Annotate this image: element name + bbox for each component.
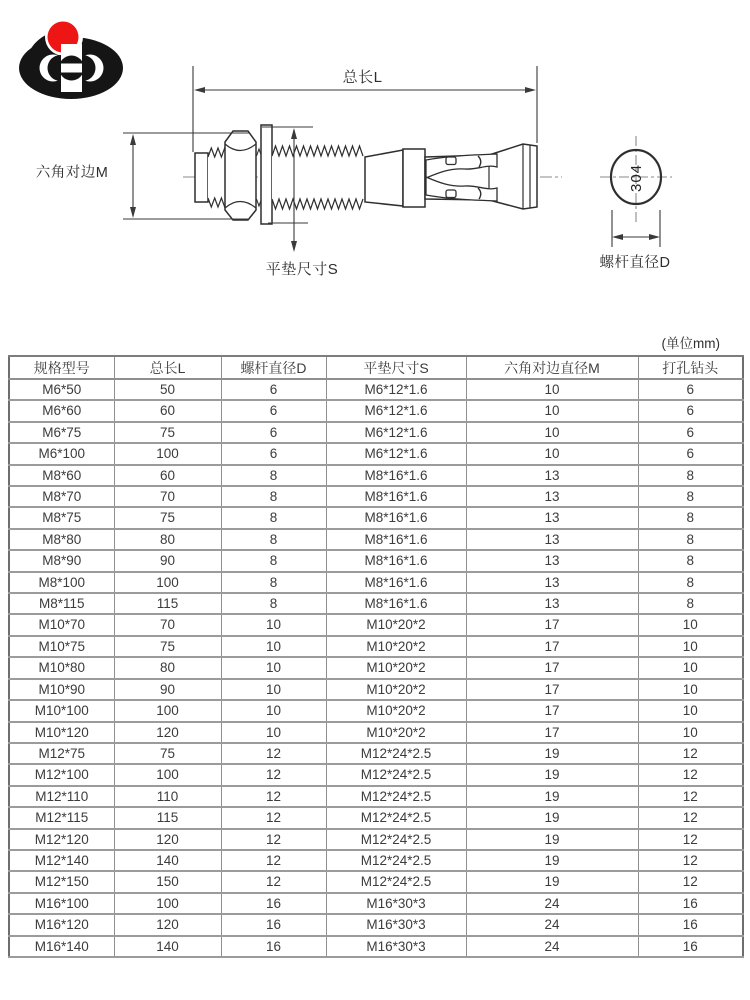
- table-cell: 16: [221, 914, 326, 935]
- table-cell: 8: [221, 550, 326, 571]
- table-cell: 75: [114, 507, 221, 528]
- table-header-row: [9, 356, 743, 379]
- table-cell: 19: [466, 764, 638, 785]
- table-cell: 24: [466, 914, 638, 935]
- table-cell: 115: [114, 807, 221, 828]
- table-cell: 8: [221, 529, 326, 550]
- table-cell: 100: [114, 700, 221, 721]
- table-cell: 17: [466, 657, 638, 678]
- table-cell: M6*12*1.6: [326, 379, 466, 400]
- table-cell: 16: [221, 893, 326, 914]
- table-cell: 13: [466, 529, 638, 550]
- header-cell: 六角对边直径M: [466, 356, 638, 379]
- table-row: [9, 893, 743, 914]
- table-cell: M6*12*1.6: [326, 400, 466, 421]
- table-row: [9, 529, 743, 550]
- table-cell: 10: [638, 614, 743, 635]
- table-cell: 70: [114, 614, 221, 635]
- table-row: [9, 593, 743, 614]
- table-cell: 10: [638, 700, 743, 721]
- table-cell: 12: [221, 829, 326, 850]
- table-cell: 100: [114, 572, 221, 593]
- table-cell: 6: [221, 443, 326, 464]
- table-cell: M6*100: [9, 443, 114, 464]
- table-row: [9, 379, 743, 400]
- table-cell: 75: [114, 743, 221, 764]
- table-cell: 8: [638, 550, 743, 571]
- table-cell: 8: [221, 507, 326, 528]
- table-row: [9, 636, 743, 657]
- table-cell: 19: [466, 743, 638, 764]
- table-cell: M12*75: [9, 743, 114, 764]
- table-cell: M8*80: [9, 529, 114, 550]
- table-cell: 8: [638, 507, 743, 528]
- table-cell: 150: [114, 871, 221, 892]
- table-cell: M10*20*2: [326, 636, 466, 657]
- table-cell: 16: [638, 936, 743, 957]
- table-row: [9, 507, 743, 528]
- table-cell: 19: [466, 829, 638, 850]
- table-cell: 50: [114, 379, 221, 400]
- spec-table: [8, 355, 744, 958]
- table-cell: 10: [466, 379, 638, 400]
- table-cell: 12: [638, 743, 743, 764]
- table-cell: M6*50: [9, 379, 114, 400]
- table-row: [9, 400, 743, 421]
- table-row: [9, 465, 743, 486]
- table-cell: 75: [114, 422, 221, 443]
- table-cell: M8*16*1.6: [326, 572, 466, 593]
- table-cell: M8*70: [9, 486, 114, 507]
- table-cell: M12*24*2.5: [326, 829, 466, 850]
- table-cell: M6*12*1.6: [326, 443, 466, 464]
- table-cell: 6: [638, 422, 743, 443]
- table-cell: 10: [466, 400, 638, 421]
- table-cell: M16*100: [9, 893, 114, 914]
- table-cell: M12*24*2.5: [326, 807, 466, 828]
- table-cell: M8*75: [9, 507, 114, 528]
- header-cell: 打孔钻头: [638, 356, 743, 379]
- table-cell: 12: [638, 786, 743, 807]
- table-cell: 17: [466, 700, 638, 721]
- table-cell: 80: [114, 529, 221, 550]
- table-cell: 12: [221, 850, 326, 871]
- table-cell: 10: [221, 722, 326, 743]
- table-row: [9, 764, 743, 785]
- table-cell: 6: [638, 379, 743, 400]
- table-cell: 12: [638, 829, 743, 850]
- table-cell: 100: [114, 443, 221, 464]
- table-cell: 10: [466, 443, 638, 464]
- table-cell: M12*110: [9, 786, 114, 807]
- table-cell: 24: [466, 893, 638, 914]
- table-cell: M12*100: [9, 764, 114, 785]
- table-cell: 90: [114, 679, 221, 700]
- spec-table-container: [8, 355, 742, 958]
- table-cell: M12*140: [9, 850, 114, 871]
- table-cell: 12: [221, 807, 326, 828]
- table-cell: 8: [221, 572, 326, 593]
- table-cell: M16*30*3: [326, 914, 466, 935]
- table-cell: 10: [221, 679, 326, 700]
- table-cell: M6*60: [9, 400, 114, 421]
- table-cell: 16: [638, 893, 743, 914]
- table-row: [9, 936, 743, 957]
- table-cell: M10*20*2: [326, 657, 466, 678]
- table-cell: 10: [466, 422, 638, 443]
- table-cell: M10*120: [9, 722, 114, 743]
- table-cell: 10: [221, 700, 326, 721]
- table-cell: 24: [466, 936, 638, 957]
- table-cell: 16: [221, 936, 326, 957]
- table-cell: M8*115: [9, 593, 114, 614]
- table-cell: 19: [466, 807, 638, 828]
- table-cell: 17: [466, 614, 638, 635]
- table-cell: 13: [466, 550, 638, 571]
- table-cell: 17: [466, 722, 638, 743]
- table-cell: 13: [466, 593, 638, 614]
- table-cell: 60: [114, 400, 221, 421]
- table-cell: 75: [114, 636, 221, 657]
- table-row: [9, 614, 743, 635]
- table-cell: 12: [221, 764, 326, 785]
- unit-note: (单位mm): [661, 336, 720, 351]
- table-row: [9, 486, 743, 507]
- washer-size-label: 平垫尺寸S: [265, 261, 339, 278]
- table-cell: M8*16*1.6: [326, 550, 466, 571]
- table-cell: 115: [114, 593, 221, 614]
- table-cell: 6: [221, 379, 326, 400]
- table-cell: M8*16*1.6: [326, 486, 466, 507]
- table-cell: M10*20*2: [326, 679, 466, 700]
- table-cell: 90: [114, 550, 221, 571]
- table-cell: 13: [466, 486, 638, 507]
- table-row: [9, 422, 743, 443]
- table-cell: 120: [114, 914, 221, 935]
- table-cell: M6*75: [9, 422, 114, 443]
- table-cell: 12: [221, 871, 326, 892]
- table-row: [9, 679, 743, 700]
- table-cell: M10*20*2: [326, 722, 466, 743]
- table-cell: 8: [221, 486, 326, 507]
- table-row: [9, 743, 743, 764]
- table-cell: M8*16*1.6: [326, 465, 466, 486]
- table-cell: 120: [114, 722, 221, 743]
- table-cell: 140: [114, 850, 221, 871]
- table-cell: 120: [114, 829, 221, 850]
- table-row: [9, 700, 743, 721]
- table-cell: M16*30*3: [326, 893, 466, 914]
- table-cell: 100: [114, 764, 221, 785]
- table-cell: 8: [638, 572, 743, 593]
- table-cell: 8: [221, 593, 326, 614]
- table-cell: M12*24*2.5: [326, 786, 466, 807]
- table-cell: M8*16*1.6: [326, 529, 466, 550]
- table-cell: M16*30*3: [326, 936, 466, 957]
- table-cell: M8*16*1.6: [326, 507, 466, 528]
- table-cell: 19: [466, 850, 638, 871]
- table-cell: M16*140: [9, 936, 114, 957]
- table-cell: M16*120: [9, 914, 114, 935]
- table-cell: M12*115: [9, 807, 114, 828]
- table-cell: 140: [114, 936, 221, 957]
- table-cell: M10*20*2: [326, 614, 466, 635]
- header-cell: 规格型号: [9, 356, 114, 379]
- header-cell: 螺杆直径D: [221, 356, 326, 379]
- table-row: [9, 550, 743, 571]
- table-cell: 12: [638, 807, 743, 828]
- table-cell: 12: [638, 850, 743, 871]
- table-cell: 110: [114, 786, 221, 807]
- table-cell: 10: [221, 636, 326, 657]
- table-cell: 13: [466, 465, 638, 486]
- table-cell: M12*24*2.5: [326, 871, 466, 892]
- table-row: [9, 443, 743, 464]
- table-cell: 12: [638, 871, 743, 892]
- table-row: [9, 657, 743, 678]
- table-cell: 8: [638, 465, 743, 486]
- table-cell: 8: [638, 593, 743, 614]
- table-cell: 8: [638, 529, 743, 550]
- table-cell: M10*100: [9, 700, 114, 721]
- hex-flats-label: 六角对边M: [35, 165, 109, 181]
- table-cell: 12: [221, 786, 326, 807]
- bolt-drawing: [195, 125, 537, 224]
- table-row: [9, 572, 743, 593]
- table-cell: M12*120: [9, 829, 114, 850]
- table-cell: 19: [466, 786, 638, 807]
- table-cell: 10: [221, 614, 326, 635]
- header-cell: 平垫尺寸S: [326, 356, 466, 379]
- table-cell: 10: [638, 722, 743, 743]
- table-cell: 8: [638, 486, 743, 507]
- table-cell: M12*150: [9, 871, 114, 892]
- table-cell: M10*20*2: [326, 700, 466, 721]
- table-cell: 8: [221, 465, 326, 486]
- table-row: [9, 829, 743, 850]
- table-cell: 60: [114, 465, 221, 486]
- table-cell: 12: [638, 764, 743, 785]
- table-cell: 12: [221, 743, 326, 764]
- table-cell: 17: [466, 679, 638, 700]
- table-cell: M12*24*2.5: [326, 743, 466, 764]
- table-cell: 16: [638, 914, 743, 935]
- table-cell: M6*12*1.6: [326, 422, 466, 443]
- table-row: [9, 722, 743, 743]
- total-length-label: 总长L: [342, 69, 383, 86]
- table-cell: M10*80: [9, 657, 114, 678]
- table-cell: 6: [221, 422, 326, 443]
- table-cell: M8*60: [9, 465, 114, 486]
- table-cell: M10*70: [9, 614, 114, 635]
- rod-diameter-label: 螺杆直径D: [599, 255, 671, 271]
- table-cell: 17: [466, 636, 638, 657]
- table-row: [9, 807, 743, 828]
- steel-grade-label: 304: [627, 163, 645, 193]
- table-cell: M8*90: [9, 550, 114, 571]
- table-cell: 6: [638, 400, 743, 421]
- table-row: [9, 914, 743, 935]
- table-cell: 10: [638, 636, 743, 657]
- table-cell: 80: [114, 657, 221, 678]
- table-cell: M8*100: [9, 572, 114, 593]
- table-cell: M8*16*1.6: [326, 593, 466, 614]
- header-cell: 总长L: [114, 356, 221, 379]
- table-cell: M10*90: [9, 679, 114, 700]
- table-row: [9, 871, 743, 892]
- table-cell: 70: [114, 486, 221, 507]
- table-cell: 6: [221, 400, 326, 421]
- table-cell: 13: [466, 572, 638, 593]
- table-cell: 6: [638, 443, 743, 464]
- table-cell: 10: [638, 657, 743, 678]
- table-cell: M12*24*2.5: [326, 850, 466, 871]
- table-cell: 100: [114, 893, 221, 914]
- table-row: [9, 786, 743, 807]
- table-cell: 19: [466, 871, 638, 892]
- table-row: [9, 850, 743, 871]
- table-cell: M10*75: [9, 636, 114, 657]
- table-cell: 10: [221, 657, 326, 678]
- table-cell: 13: [466, 507, 638, 528]
- table-cell: 10: [638, 679, 743, 700]
- table-cell: M12*24*2.5: [326, 764, 466, 785]
